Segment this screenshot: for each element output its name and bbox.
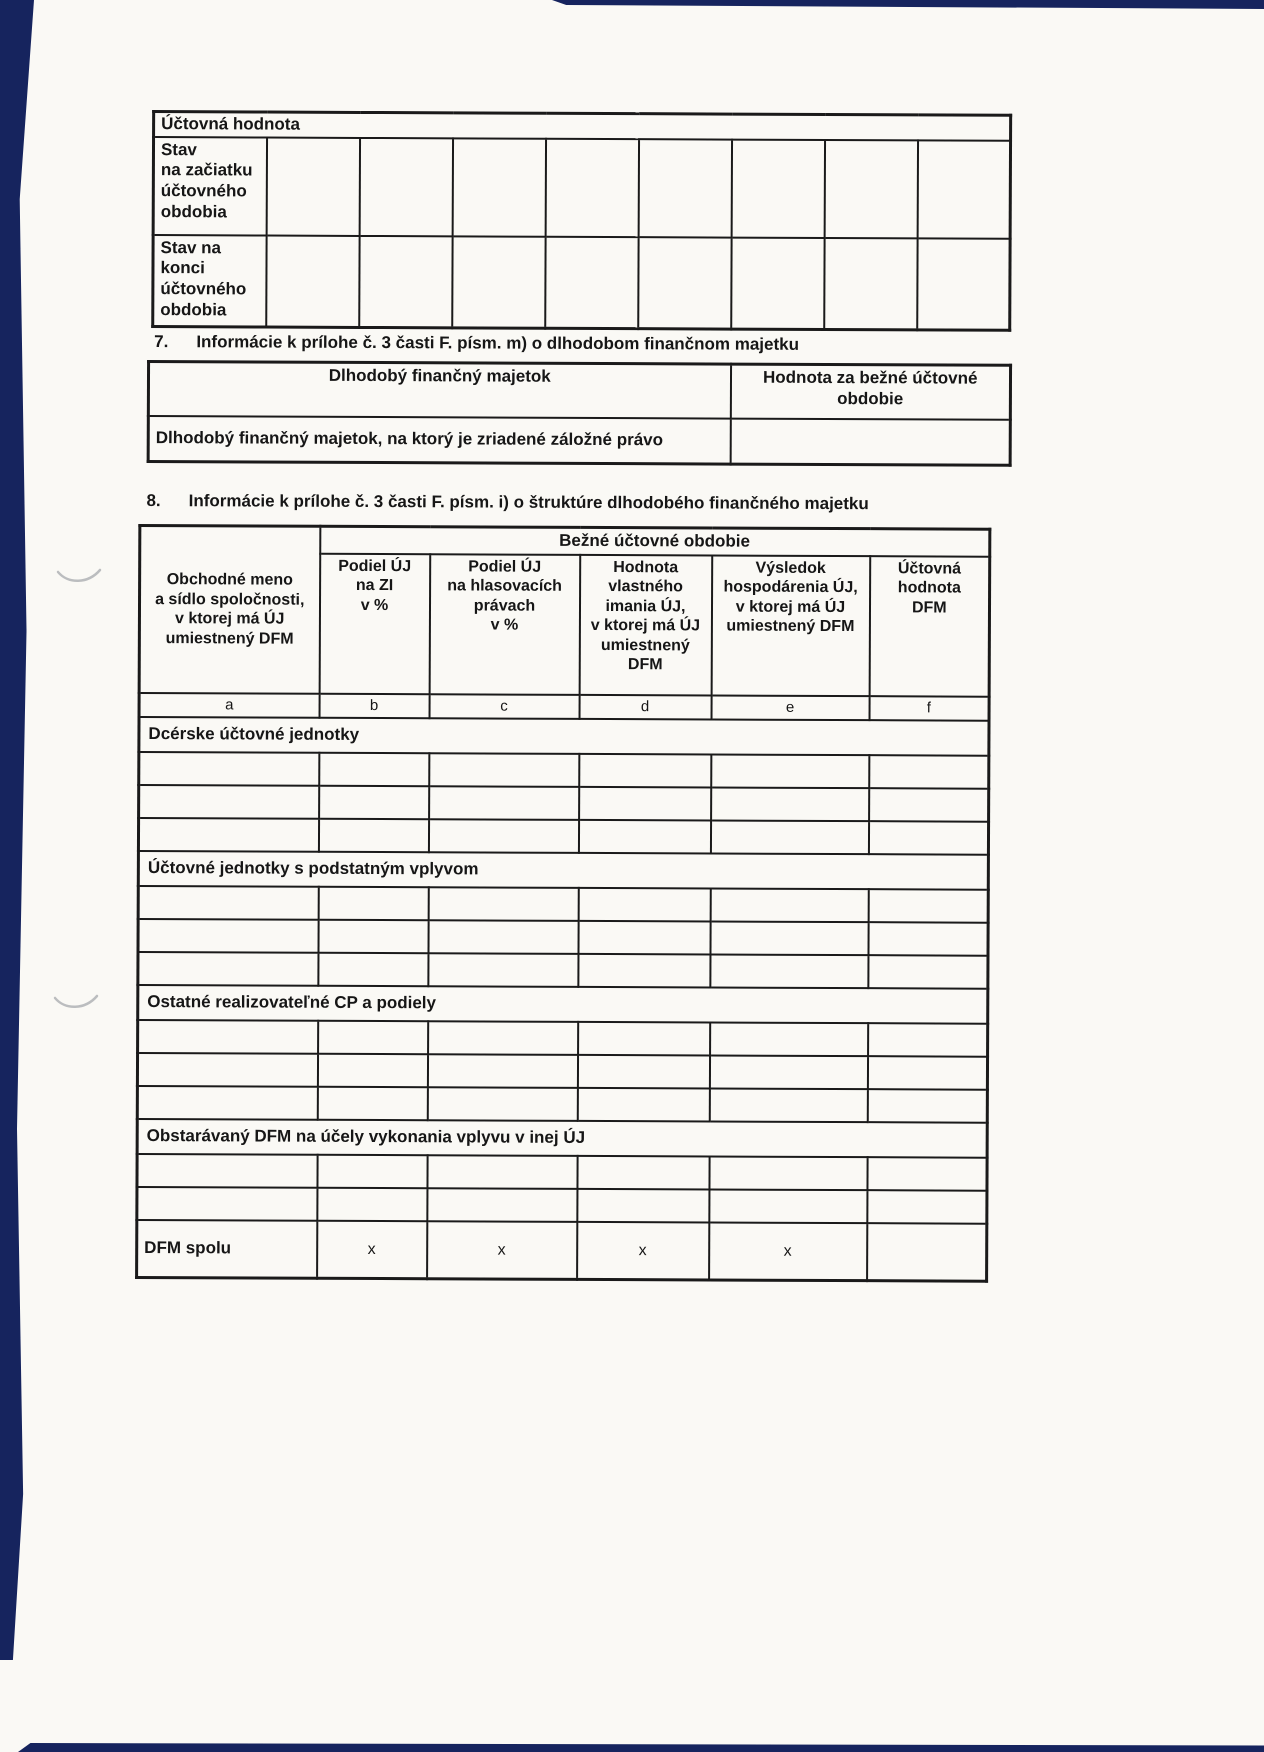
empty-cell (427, 1087, 577, 1121)
empty-cell (545, 138, 638, 236)
empty-cell (138, 952, 318, 986)
book-value-table (151, 110, 1012, 332)
empty-cell (869, 788, 989, 822)
empty-cell (428, 953, 578, 987)
span-header-current-period: Bežné účtovné obdobie (320, 526, 990, 556)
column-header-share-zi: Podiel ÚJ na ZI v % (319, 554, 430, 694)
column-header-book-value: Účtovná hodnota DFM (869, 556, 990, 697)
column-letter: d (579, 695, 711, 720)
empty-cell (429, 753, 579, 787)
table-row (153, 235, 1010, 331)
column-header-profit-loss: Výsledok hospodárenia ÚJ, v ktorej má ÚJ umiestnený DFM (711, 555, 870, 696)
empty-cell (869, 755, 989, 789)
empty-cell (867, 1056, 987, 1090)
empty-cell (452, 138, 545, 236)
empty-cell (868, 955, 988, 989)
row-label-pledged-assets: Dlhodobý finančný majetok, na ktorý je zriadené záložné právo (148, 416, 730, 465)
total-row (137, 1220, 987, 1282)
empty-cell (317, 1087, 427, 1120)
empty-cell (266, 137, 359, 235)
empty-cell (868, 922, 988, 956)
empty-cell (452, 236, 545, 328)
empty-cell (137, 1154, 317, 1188)
table-row (138, 919, 988, 956)
empty-cell (578, 1022, 710, 1056)
column-header-voting-rights: Podiel ÚJ na hlasovacích právach v % (429, 554, 580, 695)
empty-cell (318, 953, 428, 986)
table-row (140, 525, 990, 556)
empty-cell (578, 954, 710, 988)
section-row-other-securities (138, 985, 988, 1024)
empty-cell (427, 1054, 577, 1088)
empty-cell (710, 820, 868, 854)
section7-title: Informácie k prílohe č. 3 časti F. písm. m) o dlhodobom finančnom majetku (196, 332, 800, 354)
section7-heading (154, 332, 799, 355)
section8-title: Informácie k prílohe č. 3 časti F. písm. i) o štruktúre dlhodobého finančného majetku (188, 491, 869, 514)
empty-cell (824, 238, 917, 330)
table-row (139, 752, 989, 789)
book-value-title: Účtovná hodnota (154, 112, 1011, 141)
empty-cell (138, 919, 318, 953)
table-row (148, 362, 1010, 420)
empty-cell (709, 1189, 867, 1223)
table-row (138, 952, 988, 989)
empty-cell (359, 236, 452, 328)
empty-cell (709, 1156, 867, 1190)
row-label-opening-balance: Stav na začiatku účtovného obdobia (153, 137, 266, 235)
empty-cell (318, 1021, 428, 1054)
table-row (137, 1053, 987, 1090)
table-row (137, 1154, 987, 1191)
empty-cell (731, 139, 824, 237)
empty-cell (638, 237, 731, 329)
table-row (139, 785, 989, 822)
empty-cell (319, 753, 429, 786)
table-row (137, 1086, 987, 1123)
dfm-structure-table (135, 524, 991, 1283)
empty-cell (318, 819, 428, 852)
empty-cell (711, 754, 869, 788)
empty-cell (824, 140, 917, 238)
column-letter: f (869, 696, 989, 721)
empty-cell (137, 1053, 317, 1087)
column-letter: c (429, 694, 579, 719)
empty-cell (867, 1089, 987, 1123)
empty-cell (577, 1189, 709, 1223)
table-row (139, 693, 989, 721)
section-row-subsidiaries (139, 717, 989, 756)
empty-cell (868, 821, 988, 855)
total-cell: x (709, 1222, 867, 1281)
empty-cell (710, 888, 868, 922)
empty-cell (578, 921, 710, 955)
section8-heading (146, 491, 868, 514)
section8-number: 8. (146, 491, 161, 511)
empty-cell (429, 786, 579, 820)
empty-cell (139, 752, 319, 786)
empty-cell (730, 418, 1010, 465)
total-cell: x (577, 1222, 709, 1281)
section-label: Ostatné realizovateľné CP a podiely (138, 985, 988, 1024)
long-term-financial-assets-table (147, 360, 1012, 467)
empty-cell (266, 235, 359, 327)
empty-cell (318, 887, 428, 920)
column-header-company: Obchodné meno a sídlo spoločnosti, v ktorej má ÚJ umiestnený DFM (139, 525, 320, 693)
empty-cell (638, 139, 731, 237)
empty-cell (318, 920, 428, 953)
empty-cell (868, 889, 988, 923)
empty-cell (709, 1055, 867, 1089)
empty-cell (317, 1054, 427, 1087)
section7-number: 7. (154, 332, 169, 352)
empty-cell (917, 140, 1010, 238)
table-row (154, 112, 1011, 141)
empty-cell (137, 1187, 317, 1221)
empty-cell (579, 787, 711, 821)
empty-cell (138, 818, 318, 852)
empty-cell (917, 238, 1010, 330)
empty-cell (545, 236, 638, 328)
column-letter: a (139, 693, 319, 718)
total-cell: x (317, 1221, 427, 1279)
total-label: DFM spolu (137, 1220, 317, 1279)
column-letter: e (711, 695, 869, 720)
section-row-significant-influence (138, 851, 988, 890)
empty-cell (578, 820, 710, 854)
column-header: Dlhodobý finančný majetok (148, 362, 730, 419)
empty-cell (710, 921, 868, 955)
empty-cell (577, 1055, 709, 1089)
empty-cell (319, 786, 429, 819)
empty-cell (577, 1088, 709, 1122)
empty-cell (138, 886, 318, 920)
table-row (137, 1187, 987, 1224)
table-row (153, 137, 1010, 239)
empty-cell (427, 1155, 577, 1189)
total-cell: x (427, 1221, 577, 1280)
empty-cell (359, 138, 452, 236)
table-row (138, 818, 988, 855)
empty-cell (577, 1156, 709, 1190)
empty-cell (710, 1022, 868, 1056)
row-label-closing-balance: Stav na konci účtovného obdobia (153, 235, 266, 327)
empty-cell (578, 888, 710, 922)
empty-cell (710, 954, 868, 988)
empty-cell (867, 1157, 987, 1191)
section-row-acquired-dfm (137, 1119, 987, 1158)
empty-cell (731, 237, 824, 329)
empty-cell (709, 1088, 867, 1122)
empty-cell (868, 1023, 988, 1057)
table-row (138, 1020, 988, 1057)
empty-cell (867, 1190, 987, 1224)
total-cell (867, 1223, 987, 1282)
empty-cell (428, 1021, 578, 1055)
table-row (148, 416, 1010, 466)
empty-cell (428, 819, 578, 853)
empty-cell (428, 887, 578, 921)
empty-cell (317, 1155, 427, 1188)
section-label: Obstarávaný DFM na účely vykonania vplyvu v inej ÚJ (137, 1119, 987, 1158)
column-header: Hodnota za bežné účtovné obdobie (730, 364, 1010, 419)
empty-cell (427, 1188, 577, 1222)
section-label: Dcérske účtovné jednotky (139, 717, 989, 756)
empty-cell (579, 754, 711, 788)
empty-cell (139, 785, 319, 819)
empty-cell (428, 920, 578, 954)
column-letter: b (319, 694, 429, 718)
empty-cell (711, 787, 869, 821)
table-row (138, 886, 988, 923)
section-label: Účtovné jednotky s podstatným vplyvom (138, 851, 988, 890)
empty-cell (137, 1086, 317, 1120)
empty-cell (317, 1188, 427, 1221)
column-header-equity-value: Hodnota vlastného imania ÚJ, v ktorej má ÚJ umiestnený DFM (579, 555, 712, 696)
empty-cell (138, 1020, 318, 1054)
